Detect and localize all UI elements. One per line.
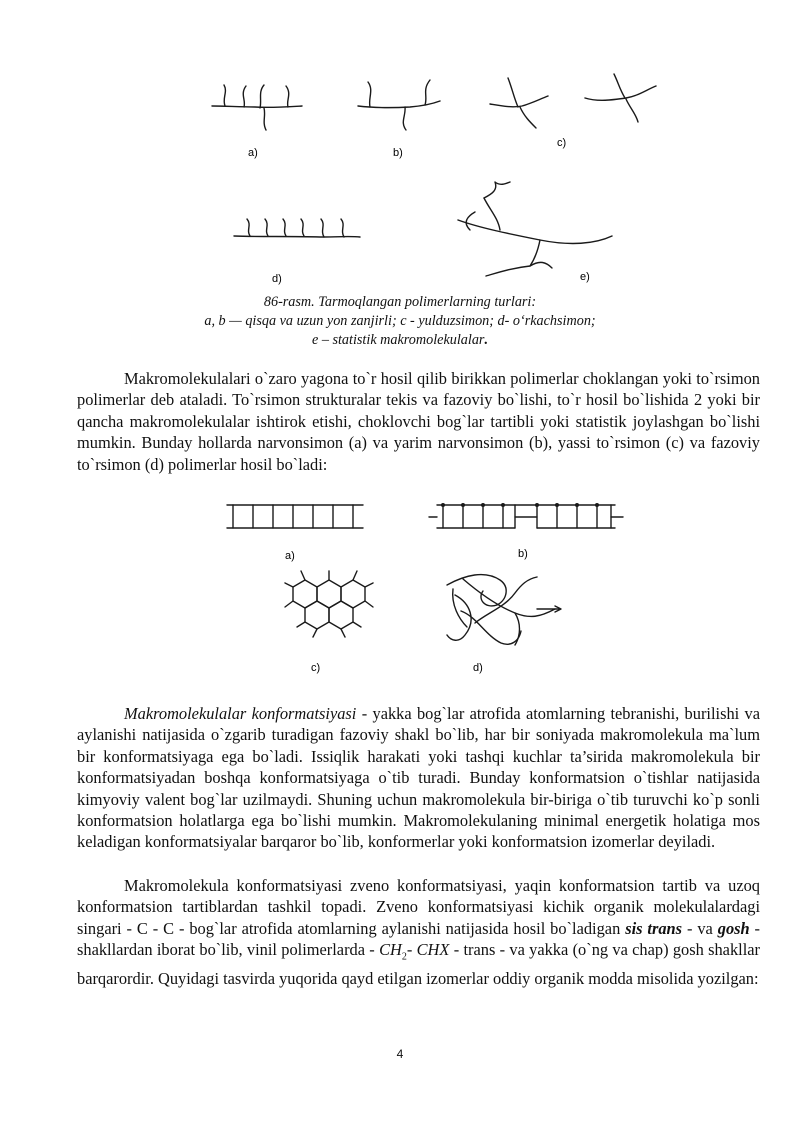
figure-branched-polymers	[200, 70, 680, 285]
figure1-label-c: c)	[557, 137, 567, 149]
figure2-label-b: b)	[518, 548, 528, 560]
paragraph-3-text-b: - va	[682, 918, 718, 938]
paragraph-2	[77, 703, 760, 853]
network-diagram-a	[227, 505, 363, 528]
figure2-label-a: a)	[285, 550, 295, 562]
figure1-caption	[0, 293, 800, 350]
network-diagram-b	[429, 503, 623, 528]
figure1-label-b: b)	[393, 147, 403, 159]
figure1-label-a: a)	[248, 147, 258, 159]
page-number: 4	[396, 1047, 404, 1061]
caption-line-1: 86-rasm. Tarmoqlangan polimerlarning turlari:	[263, 294, 537, 310]
branch-diagram-a	[212, 85, 302, 130]
formula-ch: CH	[379, 940, 402, 960]
figure1-label-d: d)	[272, 273, 282, 285]
caption-line-2: a, b — qisqa va uzun yon zanjirli; c - yulduzsimon; d- o‘rkachsimon;	[204, 313, 596, 329]
paragraph-2-text: - yakka bog`lar atrofida atomlarning tebranishi, burilishi va aylanishi natijasida o`zgarib turadigan fazoviy shakl bo`lib, har bir soniyada makromolekula ma`lum bir konformatsiyaga ega bo`ladi. Issiqlik harakati yoki tashqi kuchlar ta’sirida makromolekula bir konformatsiyadan boshqa konformatsiyaga o`tib turadi. Bunday konformatsion o`tishlar natijasida kimyoviy valent bog`lar uzilmaydi. Shuning uchun makromolekula bir-biriga o`tib turuvchi ko`p sonli konformatsion holatlarga ega bo`lishi mumkin. Makromolekulaning minimal energetik holatiga mos keladigan konformatsiyalar barqaror bo`lib, konformerlar yoki konformatsion izomerlar deyiladi.	[77, 704, 761, 852]
network-diagram-c	[285, 571, 373, 637]
caption-line-3-end: .	[484, 332, 488, 348]
formula-subscript: 2	[401, 951, 407, 963]
figure2-label-c: c)	[311, 662, 321, 674]
paragraph-1	[77, 368, 760, 475]
paragraph-3-text-a: Makromolekula konformatsiyasi zveno konformatsiyasi, yaqin konformatsion tartib va uzoq konformatsion tartiblardan tashkil topadi. Zveno konformatsiyasi kichik organik molekulalardagi singari - C - C - bog`lar atrofida atomlarning aylanishi natijasida hosil bo`ladigan	[77, 876, 760, 938]
paragraph-3-text-c: - shakllardan iborat bo`lib, vinil polimerlarda -	[77, 918, 761, 960]
paragraph-3-text-d: - trans - va yakka (o`ng va chap) gosh shakllar barqarordir. Quyidagi tasvirda yuqorida qayd etilgan izomerlar oddiy organik modda misolida yozilgan:	[77, 940, 760, 988]
term-gosh: gosh	[717, 918, 750, 938]
figure2-label-d: d)	[473, 662, 483, 674]
branch-diagram-b	[358, 80, 440, 130]
branch-diagram-c	[490, 74, 656, 128]
formula-chx: - CHX	[406, 940, 450, 960]
caption-line-3	[0, 331, 800, 350]
caption-line-3-text: e – statistik makromolekulalar	[311, 332, 485, 348]
paragraph-3	[77, 875, 760, 989]
branch-diagram-e	[458, 182, 612, 276]
paragraph-1-text: Makromolekulalari o`zaro yagona to`r hosil qilib birikkan polimerlar choklangan yoki to`rsimon polimerlar deb ataladi. To`rsimon strukturalar tekis va fazoviy bo`lishi, to`r hosil bo`lishida 2 yoki bir qancha makromolekulalar ishtirok etishi, choklovchi bog`lar tartibli yoki statistik joylashgan bo`lishi mumkin. Bunday hollarda narvonsimon (a) va yarim narvonsimon (b), yassi to`rsimon (c) va fazoviy to`rsimon (d) polimerlar hosil bo`ladi:	[77, 369, 760, 474]
figure-network-polymers	[215, 495, 635, 685]
branch-diagram-d	[234, 219, 360, 237]
term-sis-trans: sis trans	[625, 918, 683, 938]
figure1-label-e: e)	[580, 271, 590, 283]
network-diagram-d	[447, 575, 561, 645]
term-makromolekulalar-konformatsiyasi: Makromolekulalar konformatsiyasi	[124, 704, 357, 723]
